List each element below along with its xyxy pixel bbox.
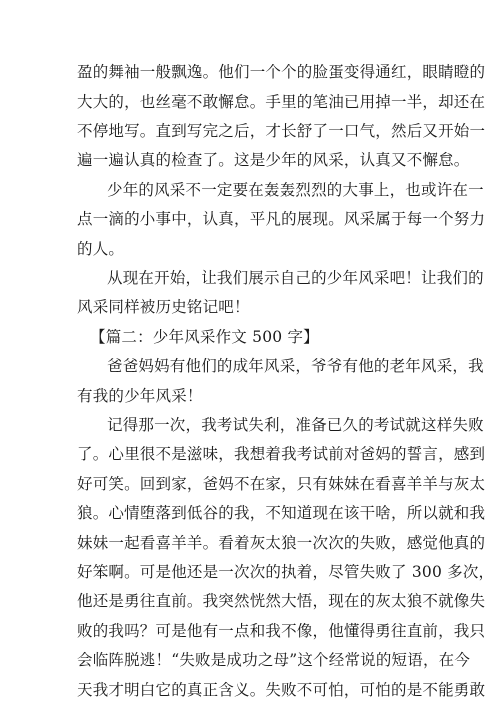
text-line: 妹妹一起看喜羊羊。看着灰太狼一次次的失败，感觉他真的 <box>77 534 486 552</box>
text-line: 他还是勇往直前。我突然恍然大悟，现在的灰太狼不就像失 <box>77 592 486 610</box>
section-heading: 【篇二：少年风采作文 500 字】 <box>90 328 319 346</box>
paragraph-line: 从现在开始，让我们展示自己的少年风采吧！让我们的 <box>107 269 484 287</box>
text-line: 天我才明白它的真正含义。失败不可怕，可怕的是不能勇敢 <box>77 681 486 699</box>
paragraph-line: 少年的风采不一定要在轰轰烈烈的大事上，也或许在一 <box>107 181 484 199</box>
text-line: 遍一遍认真的检查了。这是少年的风采，认真又不懈怠。 <box>77 151 470 169</box>
paragraph-line: 爸爸妈妈有他们的成年风采，爷爷有他的老年风采，我 <box>107 357 484 375</box>
text-line: 点一滴的小事中，认真，平凡的展现。风采属于每一个努力 <box>77 210 486 228</box>
text-line: 的人。 <box>77 240 125 258</box>
text-line: 不停地写。直到写完之后，才长舒了一口气，然后又开始一 <box>77 122 486 140</box>
text-line: 有我的少年风采！ <box>77 387 203 405</box>
text-line: 大大的，也丝毫不敢懈怠。手里的笔油已用掉一半，却还在 <box>77 93 486 111</box>
text-line: 会临阵脱逃！“失败是成功之母”这个经常说的短语，在今 <box>77 651 471 669</box>
text-line: 狼。心情堕落到低谷的我，不知道现在该干啥，所以就和我 <box>77 504 486 522</box>
text-line: 好笨啊。可是他还是一次次的执着，尽管失败了 300 多次， <box>77 563 495 581</box>
paragraph-line: 记得那一次，我考试失利，准备已久的考试就这样失败 <box>107 416 484 434</box>
text-line: 了。心里很不是滋味，我想着我考试前对爸妈的誓言，感到 <box>77 445 486 463</box>
text-line: 败的我吗？可是他有一点和我不像，他懂得勇往直前，我只 <box>77 622 486 640</box>
text-line: 盈的舞袖一般飘逸。他们一个个的脸蛋变得通红，眼睛瞪的 <box>77 63 486 81</box>
text-line: 风采同样被历史铭记吧！ <box>77 298 250 316</box>
text-line: 好可笑。回到家，爸妈不在家，只有妹妹在看喜羊羊与灰太 <box>77 475 486 493</box>
